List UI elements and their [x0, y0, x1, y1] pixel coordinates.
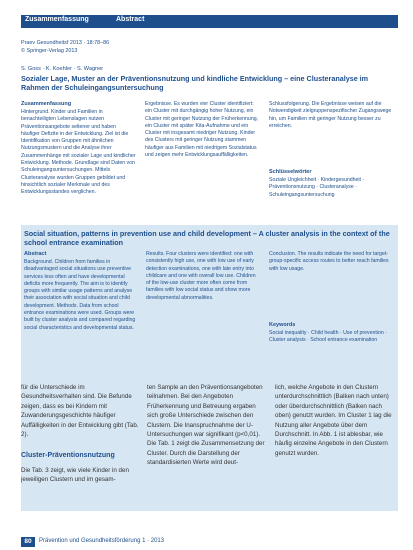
page-footer: [21, 537, 398, 547]
citation-line: Praev Gesundheitsf 2013 · 18:78–86: [21, 40, 110, 46]
german-title: Sozialer Lage, Muster an der Präventionsnutzung und kindliche Entwicklung – eine Clusteranalyse im Rahmen der Schuleingangsuntersuchung: [21, 74, 369, 92]
english-keywords-label: Keywords: [269, 322, 296, 328]
german-abstract-col1: Hintergrund. Kinder und Familien in benachteiligten Lebenslagen nutzen Präventionsangebote seltener und haben häufiger Defizite in der Entwicklung. Ziel ist die Identifikation von Gruppen mit ähnlichen Nutzungsmustern und die Analyse ihrer Zusammenhänge mit sozialer Lage und kindlicher Entwicklung. Methode. Grundlage sind Daten von Schuleingangsuntersuchungen. Mittels Clusteranalyse wurden Gruppen gebildet und hinsichtlich sozialer Merkmale und des Entwicklungsstandes verglichen.: [21, 109, 136, 196]
copyright-line: © Springer-Verlag 2013: [21, 48, 78, 54]
german-abstract-col2: Ergebnisse. Es wurden vier Cluster identifiziert: ein Cluster mit durchgängig hoher Nutzung, ein Cluster mit geringer Nutzung der Früherkennung, ein Cluster mit später Kita-Aufnahme und ein Cluster mit insgesamt niedriger Nutzung. Kinder des Clusters mit geringer Nutzung stammen häufiger aus Familien mit niedrigem Sozialstatus und zeigen mehr Entwicklungsauffälligkeiten.: [145, 101, 259, 159]
subsection-label: Abstract: [116, 16, 145, 23]
body-col2: ten Sample an den Präventionsangeboten teilnahmen. Bei den Angeboten Früherkennung und Betreuung ergaben sich große Unterschiede zwischen den Clustern. Die Inanspruchnahme der U-Untersuchungen war signifikant (p<0,01). Die Tab. 1 zeigt die Zusammensetzung der Cluster. Durch die Darstellung der standardisierten Werte wird deut-: [147, 384, 265, 467]
english-title: Social situation, patterns in prevention use and child development – A cluster analysis in the context of the school entrance examination: [24, 229, 390, 247]
english-abstract-col1: Background. Children from families in disadvantaged social situations use preventive services less often and have developmental deficits more frequently. The aim is to identify groups with similar usage patterns and analyse their association with social situation and child development. Methods. Data from school entrance examinations were used. Groups were built by cluster analysis and compared regarding social characteristics and developmental status.: [24, 259, 136, 331]
english-abstract-col3: Conclusion. The results indicate the need for target-group-specific access routes to better reach families with low usage.: [269, 251, 389, 272]
author-list: S. Goss · K. Koehler · S. Wagner: [21, 66, 104, 72]
english-keywords: Social inequality · Child health · Use of prevention · Cluster analysis · School entrance examination: [269, 330, 387, 344]
body-col1: für die Unterschiede im Gesundheitsverhalten sind. Die Befunde zeigen, dass es bei Kindern mit Zuwanderungsgeschichte häufiger Auffälligkeiten in der Entwicklung gibt (Tab. 2).: [21, 384, 139, 439]
page-number: 80: [21, 537, 35, 547]
german-abstract-heading: Zusammenfassung: [21, 101, 72, 107]
section-label: Zusammenfassung: [25, 16, 89, 23]
german-abstract-col3: Schlussfolgerung. Die Ergebnisse weisen auf die Notwendigkeit zielgruppenspezifischer Zugangswege hin, um Familien mit geringer Nutzung besser zu erreichen.: [269, 101, 392, 129]
section-header-bar: [21, 15, 398, 28]
journal-name: Prävention und Gesundheitsförderung 1 · 2013: [39, 538, 165, 544]
body-subheading: Cluster-Präventionsnutzung: [21, 452, 115, 459]
german-keywords: Soziale Ungleichheit · Kindergesundheit · Präventionsnutzung · Clusteranalyse · Schuleingangsuntersuchung: [269, 177, 365, 198]
english-abstract-col2: Results. Four clusters were identified: one with consistently high use, one with low use of early detection examinations, one with late entry into childcare and one with overall low use. Children of the low-use cluster more often come from families with low social status and show more developmental abnormalities.: [146, 251, 256, 301]
body-col1b: Die Tab. 3 zeigt, wie viele Kinder in den jeweiligen Clustern und im gesam-: [21, 467, 129, 484]
body-col3: lich, welche Angebote in den Clustern unterdurchschnittlich (Balken nach unten) oder überdurchschnittlich (Balken nach oben) genutzt wurden. Im Cluster 1 lag die Nutzung aller Angebote über dem Durchschnitt. In Abb. 1 ist ablesbar, wie häufig einzelne Angebote in den Clustern genutzt wurden.: [275, 384, 392, 457]
german-keywords-label: Schlüsselwörter: [269, 169, 312, 175]
english-abstract-heading: Abstract: [24, 251, 47, 257]
